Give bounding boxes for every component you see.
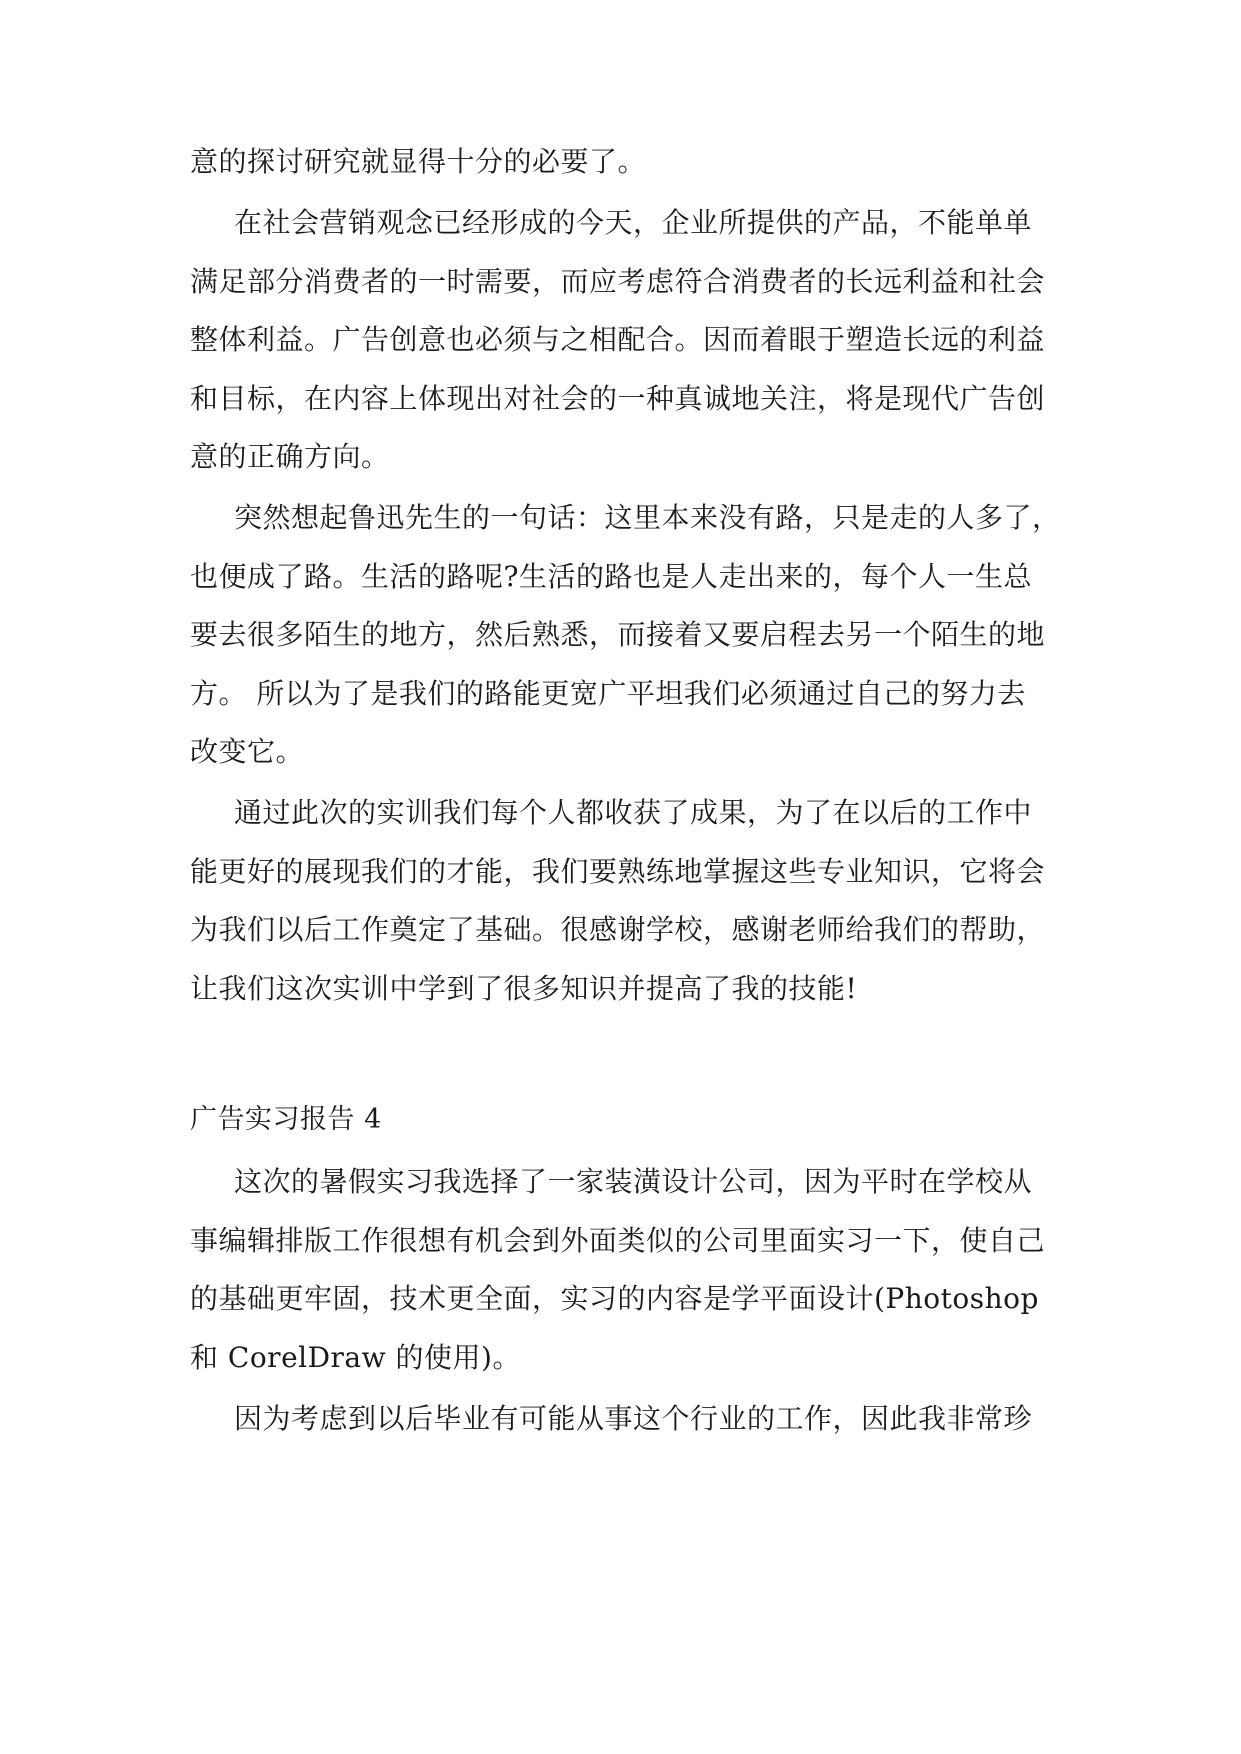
paragraph-line: 和 CorelDraw 的使用)。: [190, 1341, 521, 1374]
paragraph-line: 改变它。: [190, 735, 305, 768]
paragraph-line: 意的探讨研究就显得十分的必要了。: [190, 145, 647, 178]
paragraph-line: 为我们以后工作奠定了基础。很感谢学校，感谢老师给我们的帮助，: [190, 913, 1046, 946]
paragraph-line: 因为考虑到以后毕业有可能从事这个行业的工作，因此我非常珍: [234, 1402, 1033, 1435]
paragraph-line: 事编辑排版工作很想有机会到外面类似的公司里面实习一下，使自己: [190, 1224, 1046, 1257]
paragraph-line: 能更好的展现我们的才能，我们要熟练地掌握这些专业知识，它将会: [190, 855, 1046, 888]
paragraph-line: 满足部分消费者的一时需要，而应考虑符合消费者的长远利益和社会: [190, 265, 1046, 298]
paragraph-line: 意的正确方向。: [190, 440, 390, 473]
paragraph-line: 整体利益。广告创意也必须与之相配合。因而着眼于塑造长远的利益: [190, 323, 1046, 356]
paragraph-line: 在社会营销观念已经形成的今天，企业所提供的产品，不能单单: [234, 206, 1033, 239]
section-heading: 广告实习报告 4: [190, 1104, 382, 1135]
paragraph-line: 突然想起鲁迅先生的一句话：这里本来没有路，只是走的人多了，: [234, 501, 1061, 534]
paragraph-line: 让我们这次实训中学到了很多知识并提高了我的技能!: [190, 972, 858, 1005]
paragraph-line: 和目标，在内容上体现出对社会的一种真诚地关注，将是现代广告创: [190, 382, 1046, 415]
paragraph-line: 要去很多陌生的地方，然后熟悉，而接着又要启程去另一个陌生的地: [190, 618, 1046, 651]
paragraph-line: 也便成了路。生活的路呢?生活的路也是人走出来的，每个人一生总: [190, 560, 1033, 593]
paragraph-line: 通过此次的实训我们每个人都收获了成果，为了在以后的工作中: [234, 796, 1033, 829]
paragraph-line: 方。 所以为了是我们的路能更宽广平坦我们必须通过自己的努力去: [190, 677, 1026, 710]
paragraph-line: 这次的暑假实习我选择了一家装潢设计公司，因为平时在学校从: [234, 1165, 1033, 1198]
paragraph-line: 的基础更牢固，技术更全面，实习的内容是学平面设计(Photoshop: [190, 1282, 1039, 1315]
